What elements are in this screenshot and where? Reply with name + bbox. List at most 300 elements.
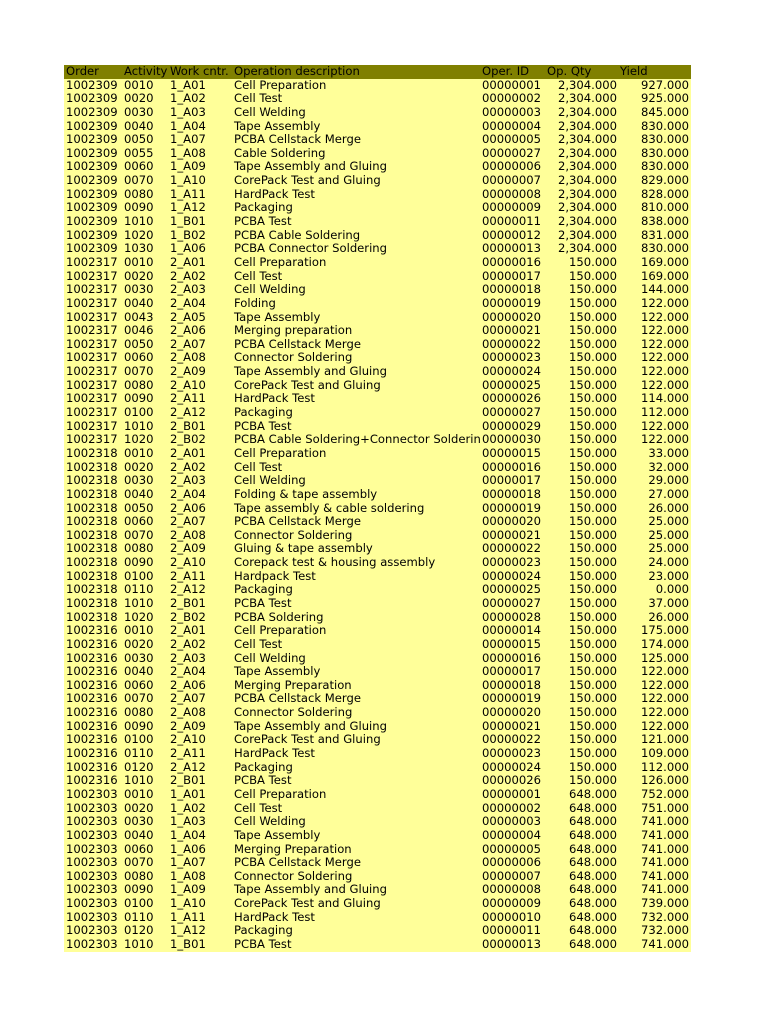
cell-order: 1002316: [66, 732, 118, 747]
cell-work-cntr: 2_A04: [170, 664, 206, 679]
cell-order: 1002309: [66, 77, 118, 92]
cell-order: 1002303: [66, 855, 118, 870]
cell-activity: 0090: [124, 555, 154, 570]
cell-order: 1002316: [66, 650, 118, 665]
table-row: [64, 133, 691, 147]
cell-order: 1002318: [66, 595, 118, 610]
table-row: [64, 542, 691, 556]
table-row: [64, 924, 691, 938]
cell-op-qty: 2,304.000: [557, 118, 617, 133]
cell-op-qty: 648.000: [569, 868, 617, 883]
cell-activity: 0060: [124, 159, 154, 174]
cell-work-cntr: 1_A07: [170, 132, 206, 147]
cell-oper-id: 00000001: [482, 79, 545, 93]
cell-yield: 23.000: [648, 568, 689, 583]
cell-yield: 122.000: [641, 309, 689, 324]
cell-op-qty: 2,304.000: [557, 77, 617, 92]
cell-order: 1002318: [66, 527, 118, 542]
cell-activity: 0030: [124, 814, 154, 829]
cell-order: 1002303: [66, 937, 118, 951]
cell-operation-description: Cell Welding: [234, 814, 306, 829]
cell-order: 1002317: [66, 418, 118, 433]
cell-order: 1002316: [66, 636, 118, 651]
cell-operation-description: Hardpack Test: [234, 568, 316, 583]
cell-op-qty: 648.000: [569, 937, 617, 951]
table-row: [64, 270, 691, 284]
cell-order: 1002303: [66, 923, 118, 938]
table-row: [64, 351, 691, 365]
cell-work-cntr: 2_A06: [170, 677, 206, 692]
cell-order: 1002316: [66, 773, 118, 788]
table-row: [64, 92, 691, 106]
cell-op-qty: 2,304.000: [557, 159, 617, 174]
table-row: [64, 420, 691, 434]
header-operation-description: Operation description: [234, 64, 360, 78]
cell-activity: 0060: [124, 841, 154, 856]
cell-op-qty: 150.000: [569, 650, 617, 665]
cell-op-qty: 150.000: [569, 595, 617, 610]
cell-yield: 122.000: [641, 677, 689, 692]
cell-op-qty: 2,304.000: [557, 186, 617, 201]
table-row: [64, 256, 691, 270]
cell-order: 1002316: [66, 691, 118, 706]
table-row: [64, 774, 691, 788]
cell-yield: 122.000: [641, 336, 689, 351]
cell-oper-id: 00000026: [482, 392, 545, 406]
cell-operation-description: Tape Assembly: [234, 664, 321, 679]
cell-work-cntr: 1_B02: [170, 227, 206, 242]
cell-order: 1002318: [66, 514, 118, 529]
cell-activity: 0120: [124, 759, 154, 774]
cell-op-qty: 150.000: [569, 514, 617, 529]
cell-oper-id: 00000027: [482, 597, 545, 611]
cell-op-qty: 150.000: [569, 350, 617, 365]
cell-op-qty: 150.000: [569, 664, 617, 679]
table-row: [64, 338, 691, 352]
cell-activity: 0040: [124, 118, 154, 133]
cell-work-cntr: 1_A02: [170, 91, 206, 106]
cell-order: 1002317: [66, 254, 118, 269]
table-row: [64, 160, 691, 174]
cell-oper-id: 00000021: [482, 720, 545, 734]
cell-work-cntr: 1_A03: [170, 814, 206, 829]
cell-operation-description: PCBA Test: [234, 214, 292, 229]
table-row: [64, 324, 691, 338]
cell-oper-id: 00000025: [482, 379, 545, 393]
cell-yield: 122.000: [641, 664, 689, 679]
cell-activity: 0110: [124, 582, 154, 597]
table-row: [64, 624, 691, 638]
cell-op-qty: 2,304.000: [557, 132, 617, 147]
cell-order: 1002317: [66, 268, 118, 283]
cell-order: 1002309: [66, 173, 118, 188]
cell-order: 1002309: [66, 118, 118, 133]
cell-work-cntr: 2_A06: [170, 500, 206, 515]
cell-work-cntr: 1_A01: [170, 786, 206, 801]
cell-op-qty: 150.000: [569, 391, 617, 406]
cell-work-cntr: 1_A01: [170, 77, 206, 92]
cell-order: 1002318: [66, 582, 118, 597]
cell-op-qty: 150.000: [569, 541, 617, 556]
cell-activity: 0010: [124, 786, 154, 801]
cell-oper-id: 00000005: [482, 133, 545, 147]
cell-activity: 0090: [124, 882, 154, 897]
cell-activity: 0080: [124, 541, 154, 556]
cell-op-qty: 150.000: [569, 459, 617, 474]
cell-operation-description: Merging preparation: [234, 323, 353, 338]
cell-operation-description: Tape Assembly and Gluing: [234, 718, 387, 733]
cell-operation-description: Cell Welding: [234, 473, 306, 488]
cell-yield: 114.000: [641, 391, 689, 406]
table-row: [64, 215, 691, 229]
cell-oper-id: 00000016: [482, 652, 545, 666]
cell-activity: 0030: [124, 282, 154, 297]
cell-oper-id: 00000022: [482, 542, 545, 556]
table-row: [64, 665, 691, 679]
cell-operation-description: Merging Preparation: [234, 841, 352, 856]
cell-activity: 0090: [124, 200, 154, 215]
cell-operation-description: Tape Assembly and Gluing: [234, 159, 387, 174]
cell-activity: 0010: [124, 623, 154, 638]
cell-op-qty: 150.000: [569, 677, 617, 692]
cell-operation-description: PCBA Test: [234, 418, 292, 433]
cell-operation-description: PCBA Connector Soldering: [234, 241, 388, 256]
table-row: [64, 311, 691, 325]
cell-oper-id: 00000019: [482, 297, 545, 311]
cell-work-cntr: 2_A04: [170, 486, 206, 501]
cell-order: 1002303: [66, 800, 118, 815]
cell-operation-description: PCBA Test: [234, 773, 292, 788]
table-row: [64, 815, 691, 829]
table-row: [64, 147, 691, 161]
cell-operation-description: Cell Welding: [234, 650, 306, 665]
cell-oper-id: 00000027: [482, 147, 545, 161]
cell-yield: 741.000: [641, 827, 689, 842]
cell-oper-id: 00000011: [482, 924, 545, 938]
cell-oper-id: 00000025: [482, 583, 545, 597]
cell-operation-description: HardPack Test: [234, 391, 315, 406]
cell-yield: 174.000: [641, 636, 689, 651]
cell-yield: 741.000: [641, 937, 689, 951]
cell-operation-description: Cell Test: [234, 91, 283, 106]
cell-yield: 121.000: [641, 732, 689, 747]
cell-yield: 810.000: [641, 200, 689, 215]
cell-order: 1002316: [66, 746, 118, 761]
cell-activity: 0040: [124, 827, 154, 842]
cell-order: 1002318: [66, 555, 118, 570]
cell-yield: 830.000: [641, 159, 689, 174]
table-row: [64, 652, 691, 666]
cell-operation-description: Tape Assembly: [234, 118, 321, 133]
cell-operation-description: Packaging: [234, 923, 293, 938]
cell-activity: 1010: [124, 937, 154, 951]
cell-activity: 0040: [124, 295, 154, 310]
cell-yield: 26.000: [648, 609, 689, 624]
table-row: [64, 938, 691, 952]
cell-work-cntr: 1_A12: [170, 200, 206, 215]
cell-activity: 0110: [124, 746, 154, 761]
cell-activity: 0070: [124, 364, 154, 379]
cell-operation-description: Cell Preparation: [234, 445, 327, 460]
table-row: [64, 570, 691, 584]
cell-oper-id: 00000002: [482, 92, 545, 106]
cell-activity: 0050: [124, 132, 154, 147]
cell-operation-description: Cell Test: [234, 636, 283, 651]
cell-oper-id: 00000002: [482, 802, 545, 816]
cell-yield: 32.000: [648, 459, 689, 474]
cell-work-cntr: 2_B01: [170, 595, 206, 610]
cell-op-qty: 150.000: [569, 268, 617, 283]
cell-oper-id: 00000022: [482, 733, 545, 747]
cell-oper-id: 00000030: [482, 433, 545, 447]
cell-oper-id: 00000022: [482, 338, 545, 352]
cell-oper-id: 00000013: [482, 938, 545, 952]
cell-op-qty: 150.000: [569, 486, 617, 501]
operations-table: [64, 65, 691, 952]
cell-operation-description: Cell Test: [234, 459, 283, 474]
cell-order: 1002317: [66, 295, 118, 310]
cell-activity: 0043: [124, 309, 154, 324]
cell-activity: 0020: [124, 636, 154, 651]
cell-order: 1002318: [66, 609, 118, 624]
cell-order: 1002317: [66, 350, 118, 365]
table-row: [64, 120, 691, 134]
cell-order: 1002303: [66, 786, 118, 801]
cell-operation-description: Connector Soldering: [234, 705, 353, 720]
cell-operation-description: Tape Assembly and Gluing: [234, 882, 387, 897]
cell-work-cntr: 2_A05: [170, 309, 206, 324]
cell-work-cntr: 2_A12: [170, 759, 206, 774]
cell-oper-id: 00000023: [482, 747, 545, 761]
table-row: [64, 761, 691, 775]
cell-activity: 0070: [124, 173, 154, 188]
cell-op-qty: 2,304.000: [557, 200, 617, 215]
cell-yield: 33.000: [648, 445, 689, 460]
cell-op-qty: 150.000: [569, 323, 617, 338]
cell-work-cntr: 2_B02: [170, 432, 206, 447]
cell-work-cntr: 2_A08: [170, 350, 206, 365]
cell-op-qty: 2,304.000: [557, 173, 617, 188]
cell-operation-description: Cell Preparation: [234, 786, 327, 801]
cell-activity: 0100: [124, 732, 154, 747]
cell-op-qty: 2,304.000: [557, 227, 617, 242]
cell-work-cntr: 2_A07: [170, 336, 206, 351]
cell-yield: 122.000: [641, 377, 689, 392]
cell-oper-id: 00000007: [482, 174, 545, 188]
cell-yield: 122.000: [641, 323, 689, 338]
cell-work-cntr: 2_A03: [170, 282, 206, 297]
cell-activity: 0055: [124, 145, 154, 160]
cell-operation-description: PCBA Cable Soldering: [234, 227, 361, 242]
cell-oper-id: 00000029: [482, 420, 545, 434]
cell-op-qty: 150.000: [569, 718, 617, 733]
cell-operation-description: Folding & tape assembly: [234, 486, 378, 501]
cell-work-cntr: 2_A10: [170, 555, 206, 570]
cell-yield: 122.000: [641, 350, 689, 365]
cell-yield: 751.000: [641, 800, 689, 815]
cell-oper-id: 00000020: [482, 515, 545, 529]
cell-yield: 741.000: [641, 814, 689, 829]
table-body: [64, 79, 691, 952]
cell-work-cntr: 2_A04: [170, 295, 206, 310]
cell-yield: 122.000: [641, 691, 689, 706]
cell-yield: 169.000: [641, 268, 689, 283]
cell-activity: 0050: [124, 500, 154, 515]
table-row: [64, 638, 691, 652]
table-row: [64, 201, 691, 215]
cell-yield: 112.000: [641, 405, 689, 420]
cell-operation-description: PCBA Cellstack Merge: [234, 514, 361, 529]
cell-yield: 739.000: [641, 896, 689, 911]
cell-yield: 831.000: [641, 227, 689, 242]
cell-work-cntr: 1_A08: [170, 145, 206, 160]
cell-activity: 0080: [124, 186, 154, 201]
table-row: [64, 597, 691, 611]
cell-activity: 0060: [124, 350, 154, 365]
cell-work-cntr: 2_B01: [170, 418, 206, 433]
cell-oper-id: 00000006: [482, 160, 545, 174]
cell-yield: 830.000: [641, 132, 689, 147]
cell-op-qty: 150.000: [569, 445, 617, 460]
table-row: [64, 733, 691, 747]
cell-operation-description: HardPack Test: [234, 186, 315, 201]
header-order: Order: [66, 64, 99, 78]
cell-operation-description: Cell Preparation: [234, 77, 327, 92]
cell-work-cntr: 2_A02: [170, 268, 206, 283]
cell-yield: 29.000: [648, 473, 689, 488]
table-row: [64, 897, 691, 911]
cell-op-qty: 648.000: [569, 800, 617, 815]
cell-yield: 25.000: [648, 514, 689, 529]
cell-yield: 122.000: [641, 718, 689, 733]
table-row: [64, 829, 691, 843]
cell-op-qty: 2,304.000: [557, 104, 617, 119]
cell-yield: 26.000: [648, 500, 689, 515]
cell-order: 1002309: [66, 145, 118, 160]
cell-yield: 925.000: [641, 91, 689, 106]
cell-order: 1002317: [66, 282, 118, 297]
cell-order: 1002318: [66, 500, 118, 515]
cell-activity: 0080: [124, 868, 154, 883]
cell-work-cntr: 2_A02: [170, 636, 206, 651]
cell-order: 1002309: [66, 132, 118, 147]
cell-work-cntr: 2_A07: [170, 514, 206, 529]
cell-operation-description: Tape assembly & cable soldering: [234, 500, 425, 515]
cell-op-qty: 150.000: [569, 432, 617, 447]
table-row: [64, 583, 691, 597]
cell-work-cntr: 1_A09: [170, 159, 206, 174]
cell-op-qty: 648.000: [569, 855, 617, 870]
cell-activity: 0020: [124, 800, 154, 815]
cell-oper-id: 00000005: [482, 843, 545, 857]
cell-work-cntr: 1_A06: [170, 841, 206, 856]
table-row: [64, 692, 691, 706]
cell-activity: 0020: [124, 459, 154, 474]
cell-activity: 0080: [124, 377, 154, 392]
cell-order: 1002317: [66, 405, 118, 420]
cell-work-cntr: 1_A04: [170, 827, 206, 842]
cell-order: 1002317: [66, 377, 118, 392]
cell-yield: 112.000: [641, 759, 689, 774]
table-header-row: [64, 65, 691, 79]
cell-operation-description: PCBA Cellstack Merge: [234, 855, 361, 870]
cell-oper-id: 00000026: [482, 774, 545, 788]
cell-oper-id: 00000024: [482, 761, 545, 775]
cell-oper-id: 00000010: [482, 911, 545, 925]
cell-order: 1002316: [66, 623, 118, 638]
cell-operation-description: Cable Soldering: [234, 145, 326, 160]
cell-op-qty: 150.000: [569, 295, 617, 310]
cell-yield: 829.000: [641, 173, 689, 188]
cell-operation-description: PCBA Test: [234, 937, 292, 951]
cell-order: 1002316: [66, 759, 118, 774]
cell-work-cntr: 1_A07: [170, 855, 206, 870]
cell-work-cntr: 2_A10: [170, 732, 206, 747]
cell-operation-description: PCBA Soldering: [234, 609, 324, 624]
table-row: [64, 706, 691, 720]
cell-op-qty: 648.000: [569, 841, 617, 856]
cell-work-cntr: 2_A12: [170, 582, 206, 597]
table-row: [64, 488, 691, 502]
cell-order: 1002318: [66, 486, 118, 501]
cell-order: 1002303: [66, 827, 118, 842]
cell-activity: 0030: [124, 104, 154, 119]
cell-activity: 0030: [124, 650, 154, 665]
cell-operation-description: Packaging: [234, 200, 293, 215]
cell-op-qty: 150.000: [569, 568, 617, 583]
cell-op-qty: 150.000: [569, 282, 617, 297]
table-row: [64, 406, 691, 420]
cell-work-cntr: 2_A01: [170, 445, 206, 460]
cell-work-cntr: 2_A11: [170, 568, 206, 583]
cell-activity: 1010: [124, 418, 154, 433]
cell-oper-id: 00000018: [482, 283, 545, 297]
cell-work-cntr: 1_A02: [170, 800, 206, 815]
table-row: [64, 556, 691, 570]
cell-work-cntr: 1_A03: [170, 104, 206, 119]
cell-yield: 752.000: [641, 786, 689, 801]
cell-op-qty: 648.000: [569, 786, 617, 801]
table-row: [64, 843, 691, 857]
cell-work-cntr: 2_A02: [170, 459, 206, 474]
cell-op-qty: 150.000: [569, 364, 617, 379]
cell-op-qty: 150.000: [569, 500, 617, 515]
cell-order: 1002318: [66, 445, 118, 460]
cell-yield: 144.000: [641, 282, 689, 297]
cell-yield: 927.000: [641, 77, 689, 92]
cell-yield: 122.000: [641, 432, 689, 447]
cell-oper-id: 00000023: [482, 351, 545, 365]
cell-oper-id: 00000003: [482, 815, 545, 829]
cell-activity: 1010: [124, 214, 154, 229]
cell-order: 1002303: [66, 868, 118, 883]
cell-oper-id: 00000011: [482, 215, 545, 229]
cell-order: 1002309: [66, 186, 118, 201]
cell-order: 1002309: [66, 214, 118, 229]
cell-order: 1002309: [66, 91, 118, 106]
cell-oper-id: 00000019: [482, 692, 545, 706]
cell-yield: 122.000: [641, 705, 689, 720]
header-yield: Yield: [620, 64, 648, 78]
table-row: [64, 297, 691, 311]
cell-activity: 0040: [124, 664, 154, 679]
cell-op-qty: 648.000: [569, 882, 617, 897]
cell-yield: 845.000: [641, 104, 689, 119]
table-row: [64, 611, 691, 625]
cell-oper-id: 00000021: [482, 529, 545, 543]
cell-order: 1002303: [66, 882, 118, 897]
table-row: [64, 188, 691, 202]
